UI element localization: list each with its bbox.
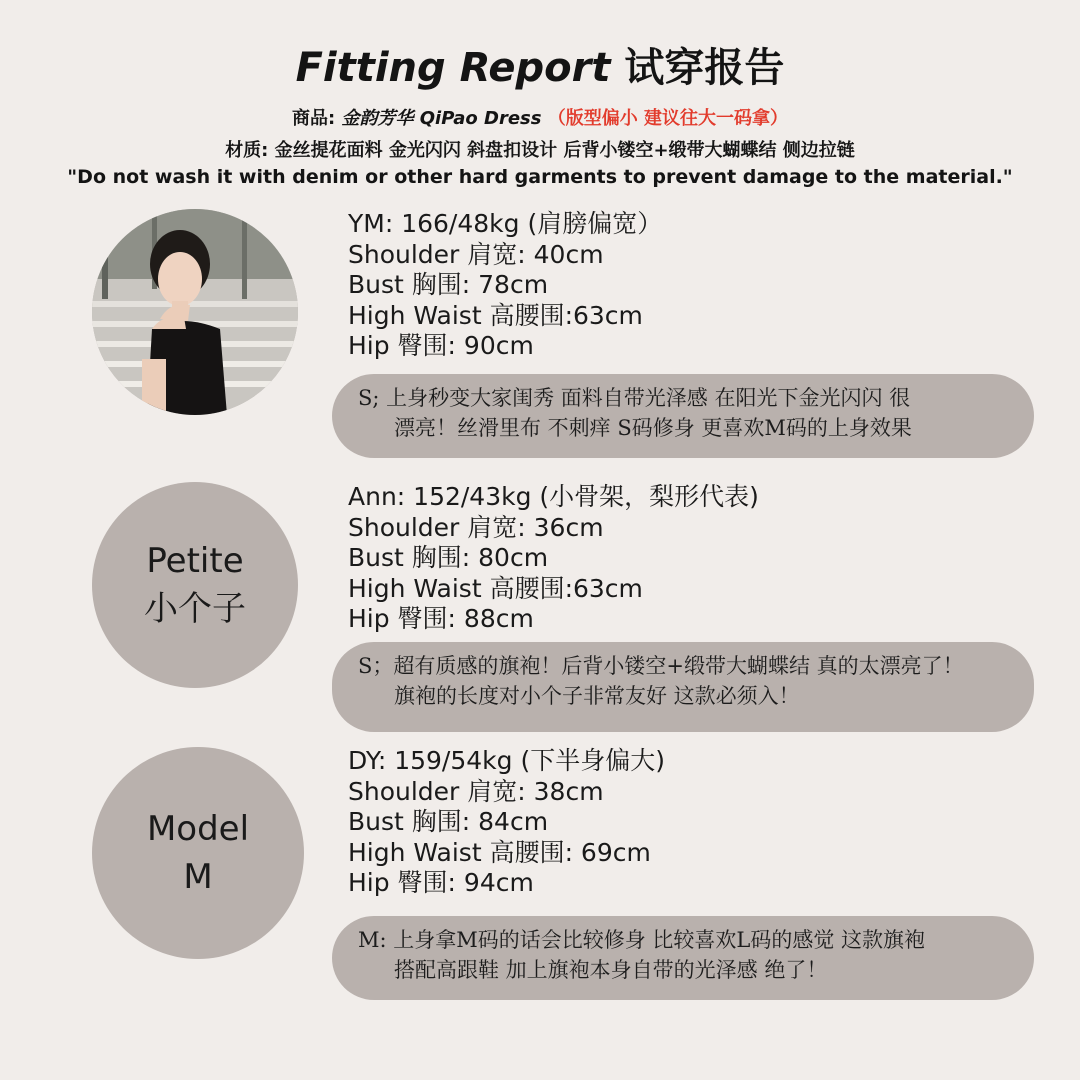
model-m-avatar: [92, 747, 304, 959]
model-1-comment-bubble: [332, 374, 1034, 458]
model-2-bust: Bust 胸围: 80cm: [348, 543, 549, 572]
model-2-comment-line-1: S；超有质感的旗袍！后背小镂空+缎带大蝴蝶结 真的太漂亮了！: [358, 654, 964, 678]
model-2-name-height-weight: Ann: 152/43kg (小骨架，梨形代表): [348, 482, 759, 511]
model-3-bust: Bust 胸围: 84cm: [348, 807, 549, 836]
material-line: 材质: 金丝提花面料 金光闪闪 斜盘扣设计 后背小镂空+缎带大蝴蝶结 侧边拉链: [225, 140, 855, 161]
product-name: 金韵芳华 QiPao Dress: [341, 108, 542, 129]
model-2-shoulder: Shoulder 肩宽: 36cm: [348, 512, 604, 542]
model-m-avatar-line-1: Model: [146, 809, 250, 849]
model-1-hip: Hip 臀围: 90cm: [348, 331, 534, 360]
model-3-comment-line-2: 搭配高跟鞋 加上旗袍本身自带的光泽感 绝了！: [394, 958, 828, 982]
model-3-hip: Hip 臀围: 94cm: [348, 868, 534, 897]
title-english: Fitting Report: [295, 45, 611, 91]
model-m-avatar-line-2: M: [183, 857, 213, 897]
model-3-comment-bubble: [332, 916, 1034, 1000]
petite-avatar-line-1: Petite: [146, 541, 244, 581]
product-label: 商品:: [291, 108, 342, 129]
care-note: "Do not wash it with denim or other hard garments to prevent damage to the material.": [67, 166, 1013, 188]
model-1-name-height-weight: YM: 166/48kg (肩膀偏宽）: [348, 209, 663, 238]
size-warning: （版型偏小 建议往大一码拿）: [547, 108, 789, 129]
petite-avatar-line-2: 小个子: [144, 589, 246, 629]
model-3-high-waist: High Waist 高腰围: 69cm: [348, 837, 651, 867]
model-2-comment-line-2: 旗袍的长度对小个子非常友好 这款必须入！: [394, 684, 800, 708]
page-title: [0, 40, 1080, 96]
model-3-comment-line-1: M: 上身拿M码的话会比较修身 比较喜欢L码的感觉 这款旗袍: [358, 928, 926, 952]
model-photo-avatar: [92, 209, 298, 415]
model-2-comment-bubble: [332, 642, 1034, 732]
title-chinese: 试穿报告: [624, 45, 785, 91]
model-2-high-waist: High Waist 高腰围:63cm: [348, 573, 643, 603]
model-1-shoulder: Shoulder 肩宽: 40cm: [348, 239, 604, 269]
model-3-stats: [348, 746, 665, 899]
model-1-comment-line-1: S; 上身秒变大家闺秀 面料自带光泽感 在阳光下金光闪闪 很: [358, 386, 911, 410]
model-1-bust: Bust 胸围: 78cm: [348, 270, 549, 299]
model-1-stats: [348, 209, 662, 362]
petite-avatar: [92, 482, 298, 688]
product-line: [0, 106, 1080, 132]
model-1-high-waist: High Waist 高腰围:63cm: [348, 300, 643, 330]
model-2-stats: [348, 482, 759, 635]
model-1-comment-line-2: 漂亮！丝滑里布 不刺痒 S码修身 更喜欢M码的上身效果: [394, 416, 912, 440]
model-3-name-height-weight: DY: 159/54kg (下半身偏大): [348, 746, 665, 775]
model-3-shoulder: Shoulder 肩宽: 38cm: [348, 776, 604, 806]
model-2-hip: Hip 臀围: 88cm: [348, 604, 534, 633]
model-photo-illustration: [92, 209, 298, 415]
